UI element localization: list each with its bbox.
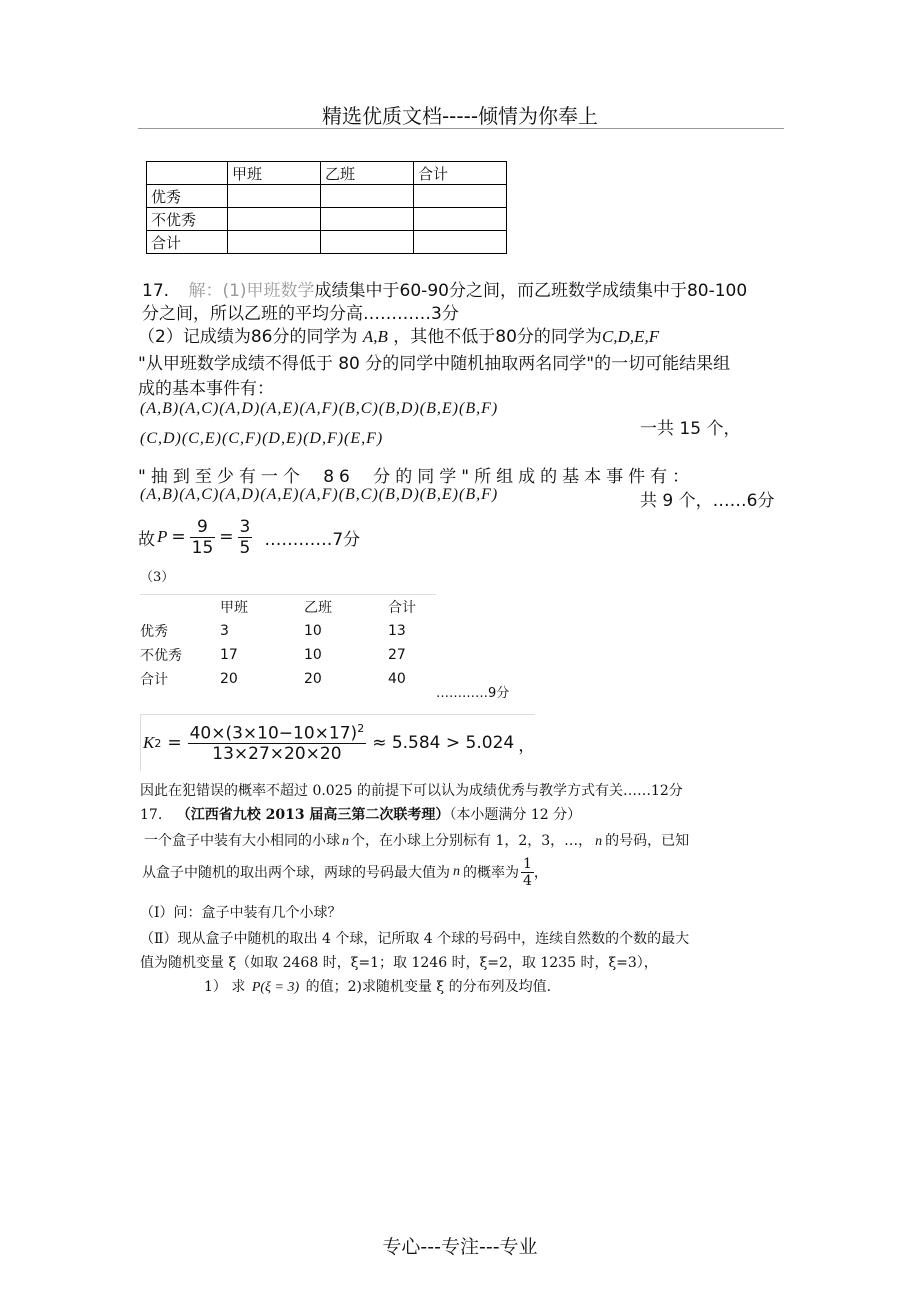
formula-numerator — [188, 722, 367, 745]
table-header-row — [147, 162, 507, 185]
solution-line-5: 成的基本事件有： — [138, 379, 274, 399]
table-cell: 不优秀 — [147, 208, 228, 231]
solution-line-6: "抽到至少有一个 86 分的同学"所组成的基本事件有： — [138, 467, 695, 487]
question-two-line-1: （Ⅱ）现从盒子中随机的取出 4 个球，记所取 4 个球的号码中，连续自然数的个数的最大 — [140, 931, 690, 947]
problem-text: 的号码，已知 — [605, 833, 690, 849]
formula-rhs: ≈ 5.584 > 5.024 — [372, 733, 515, 753]
table-cell: 优秀 — [140, 624, 168, 640]
table-cell: 17 — [220, 647, 238, 663]
table-cell — [414, 231, 507, 254]
events-row-2: (C,D)(C,E)(C,F)(D,E)(D,F)(E,F) — [140, 430, 384, 447]
part-three-label: （3） — [140, 570, 175, 585]
table-cell — [228, 185, 321, 208]
formula-lhs: K — [143, 733, 155, 752]
table-cell — [414, 208, 507, 231]
table-cell: 乙班 — [321, 162, 414, 185]
prob-prefix: 故 — [138, 529, 155, 550]
problem-source: （江西省九校 2013 届高三第二次联考理） — [176, 807, 450, 823]
events-row-3: (A,B)(A,C)(A,D)(A,E)(A,F)(B,C)(B,D)(B,E)(B,F) — [140, 486, 499, 503]
solution-text: 分之间，所以乙班的 — [142, 304, 295, 324]
problem-text: ， — [533, 865, 548, 881]
table-cell — [228, 208, 321, 231]
page-header-title: 精选优质文档-----倾情为你奉上 — [321, 104, 599, 128]
events-row-1: (A,B)(A,C)(A,D)(A,E)(A,F)(B,C)(B,D)(B,E)(B,F) — [140, 400, 499, 417]
table-cell: 40 — [388, 671, 406, 687]
math-var-n: n — [453, 864, 460, 879]
fraction-numerator: 1 — [523, 855, 532, 872]
table-cell: 合计 — [140, 672, 168, 688]
question-two-line-2: 值为随机变量 ξ（如取 2468 时，ξ=1；取 1246 时，ξ=2，取 1235 时，ξ=3）， — [140, 955, 658, 971]
math-var-n: n — [595, 834, 603, 849]
problem-points: （本小题满分 12 分） — [449, 807, 582, 823]
fraction-1-4 — [521, 856, 534, 889]
problem-text: 一个盒子中装有大小相同的小球 — [144, 833, 340, 849]
solution-faded-text: 解：(1)甲班数学 — [188, 281, 315, 301]
score-nine: …………9分 — [436, 686, 510, 701]
question-one: （Ⅰ）问：盒子中装有几个小球？ — [140, 905, 342, 921]
solution-number: 17. — [142, 281, 170, 301]
table-cell — [228, 231, 321, 254]
fraction-denominator: 15 — [191, 537, 214, 558]
fraction-denominator: 5 — [239, 537, 251, 558]
formula-fraction — [188, 722, 367, 765]
conclusion-text: 因此在犯错误的概率不超过 0.025 的前提下可以认为成绩优秀与教学方式有关……12分 — [140, 783, 683, 799]
fraction-3-5 — [238, 517, 253, 558]
math-ab: A,B — [362, 327, 388, 346]
problem-number: 17. — [140, 807, 163, 823]
formula-trail: ， — [518, 735, 536, 756]
fraction-numerator: 9 — [190, 517, 216, 538]
formula-numerator-text: 40×(3×10−10×17) — [189, 723, 358, 744]
table-cell: 10 — [304, 623, 322, 639]
solution-line-3 — [138, 322, 659, 347]
table-cell: 合计 — [414, 162, 507, 185]
table-cell: 合计 — [147, 231, 228, 254]
formula-denominator: 13×27×20×20 — [212, 744, 342, 765]
prob-suffix: …………7分 — [264, 529, 361, 550]
table-cell — [147, 162, 228, 185]
solution-text: 平均分高…………3分 — [295, 304, 459, 324]
chi-square-formula — [140, 714, 535, 771]
equals-sign: = — [171, 527, 186, 547]
table-header-row — [140, 595, 434, 619]
contingency-table-filled — [140, 594, 436, 691]
empty-contingency-table — [146, 161, 507, 254]
table-row — [140, 667, 434, 691]
table-cell: 13 — [388, 623, 406, 639]
count-nine: 共 9 个，……6分 — [640, 491, 775, 511]
problem-text: 的值；2)求随机变量 ξ 的分布列及均值. — [305, 979, 552, 995]
table-cell: 27 — [388, 647, 406, 663]
equals-sign: = — [219, 527, 234, 547]
solution-text: ，其他不低于80分的同学为 — [393, 327, 602, 347]
solution-text: （2）记成绩为86分的同学为 — [138, 327, 358, 347]
total-count: 一共 15 个， — [640, 419, 741, 439]
table-cell: 3 — [220, 623, 229, 639]
probability-line — [138, 514, 360, 560]
question-three — [204, 976, 551, 996]
table-row — [140, 619, 434, 643]
solution-line-2 — [142, 299, 459, 324]
problem-line-1 — [144, 830, 689, 850]
table-cell: 不优秀 — [140, 648, 182, 664]
math-cdef: C,D,E,F — [601, 327, 660, 346]
table-cell — [140, 595, 220, 619]
problem-text: 个，在小球上分别标有 1，2，3，…， — [351, 833, 593, 849]
table-row — [147, 231, 507, 254]
problem-text: 的概率为 — [463, 865, 519, 881]
header-rule — [138, 128, 784, 129]
problem-line-2 — [142, 854, 548, 890]
problem-text: 1） 求 — [204, 979, 246, 995]
math-var-n: n — [342, 834, 349, 849]
formula-numerator-sup: 2 — [357, 721, 365, 735]
table-row — [140, 643, 434, 667]
solution-text: 成绩集中于60-90分之间，而乙班数学成绩集中于80-100 — [314, 281, 748, 301]
equals-sign: = — [167, 733, 182, 753]
formula-lhs-sup: 2 — [154, 736, 162, 750]
prob-var: P — [157, 527, 168, 546]
table-cell — [321, 185, 414, 208]
table-cell: 合计 — [388, 600, 416, 616]
table-cell: 10 — [304, 647, 322, 663]
math-prob-expr: P(ξ = 3) — [251, 980, 300, 995]
solution-line-1 — [142, 276, 747, 301]
solution-line-4: "从甲班数学成绩不得低于 80 分的同学中随机抽取两名同学"的一切可能结果组 — [138, 354, 731, 374]
table-cell: 20 — [220, 671, 238, 687]
table-cell: 优秀 — [147, 185, 228, 208]
table-row — [147, 208, 507, 231]
table-cell — [414, 185, 507, 208]
table-row — [147, 185, 507, 208]
problem-text: 从盒子中随机的取出两个球，两球的号码最大值为 — [142, 865, 450, 881]
table-cell: 乙班 — [304, 600, 332, 616]
table-cell — [321, 208, 414, 231]
table-cell: 20 — [304, 671, 322, 687]
table-cell: 甲班 — [220, 600, 248, 616]
table-cell — [321, 231, 414, 254]
problem-header — [140, 804, 581, 824]
page-footer: 专心---专注---专业 — [382, 1236, 538, 1258]
fraction-9-15 — [190, 517, 216, 558]
table-cell: 甲班 — [228, 162, 321, 185]
fraction-numerator: 3 — [239, 516, 251, 537]
fraction-denominator: 4 — [523, 872, 532, 889]
